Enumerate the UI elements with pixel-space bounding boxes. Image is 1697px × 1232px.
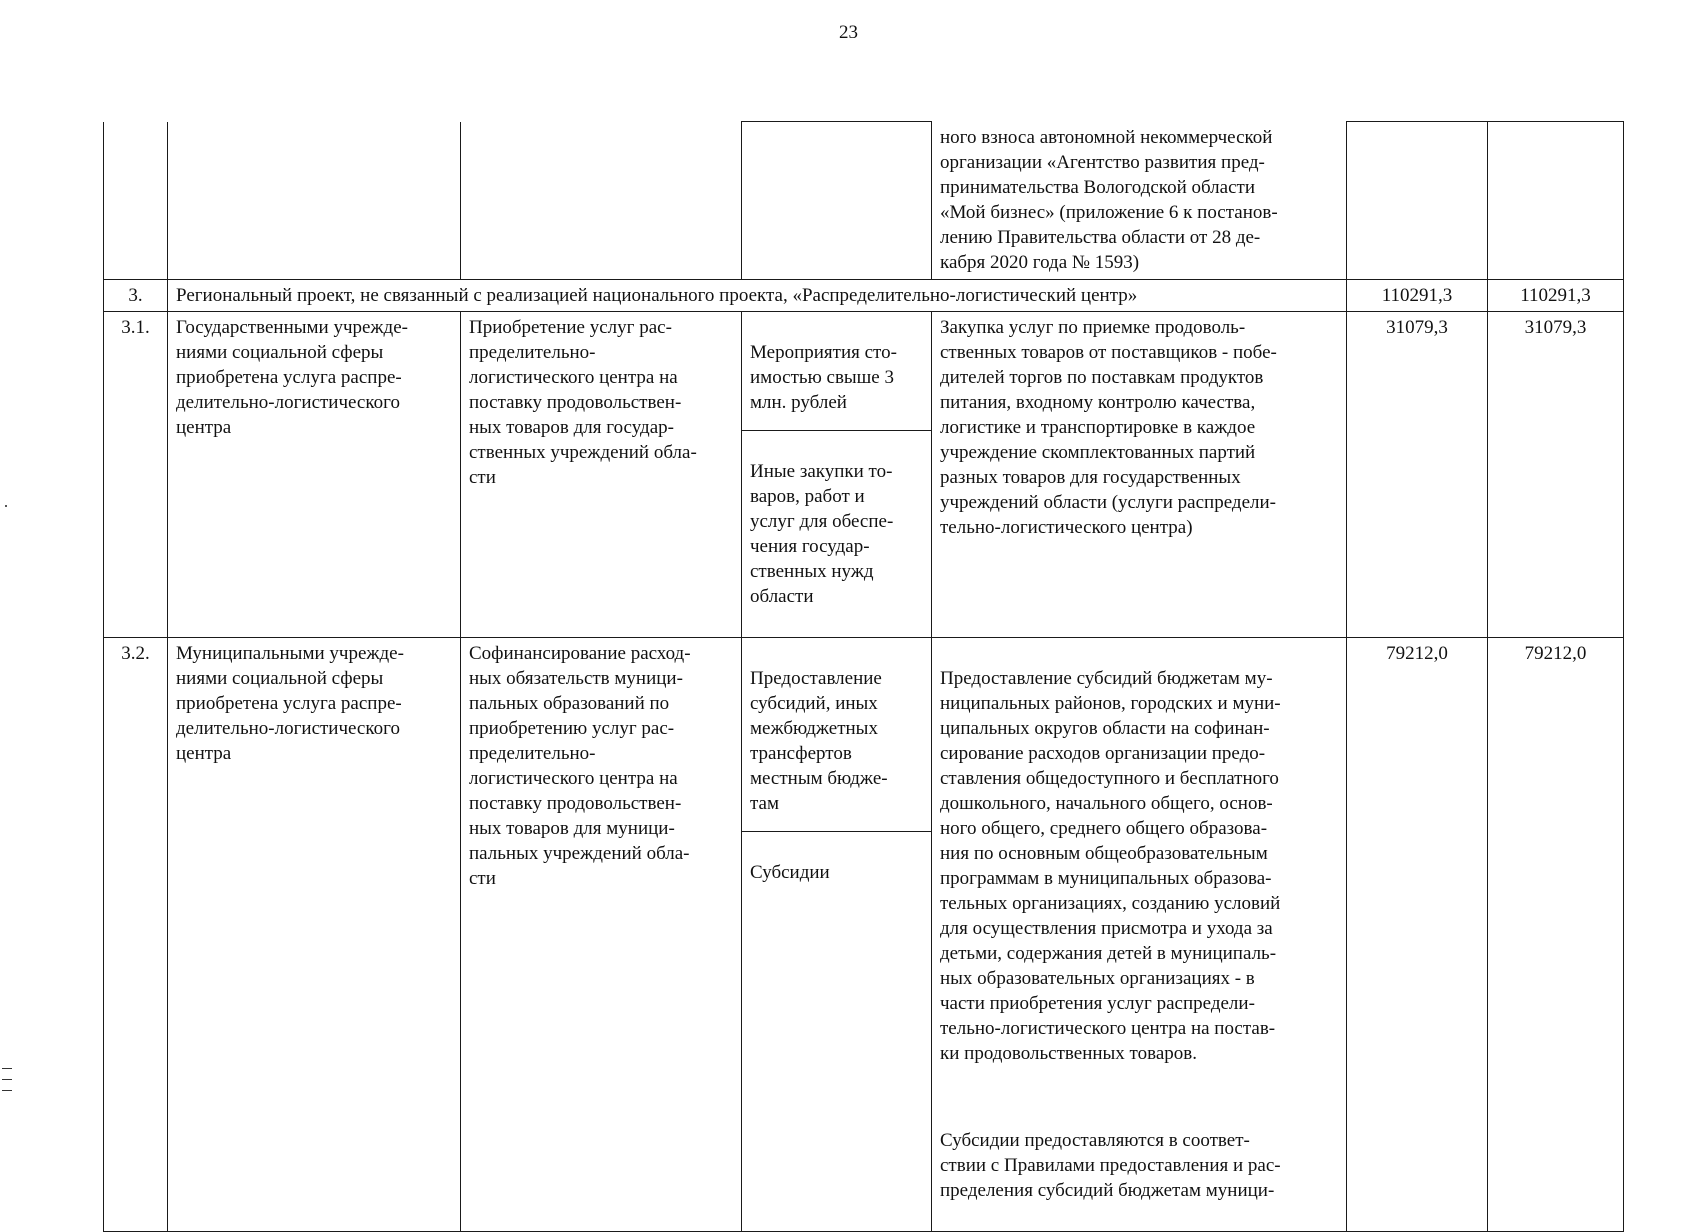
expense-type-cell	[742, 312, 932, 638]
description-paragraph-2: Субсидии предоставляются в соответ- ствии с Правилами предоставления и рас- пределения субсидий бюджетам муници-	[940, 1130, 1281, 1201]
amount-1: 79212,0	[1347, 638, 1488, 1232]
row-number: 3.	[104, 280, 168, 312]
row-number: 3.2.	[104, 638, 168, 1232]
row-number: 3.1.	[104, 312, 168, 638]
cont-cell-expense-type	[742, 122, 932, 280]
table-row-continuation	[104, 122, 1624, 280]
expense-type-primary: Мероприятия сто- имостью свыше 3 млн. рублей	[742, 337, 931, 431]
table-row-3	[104, 280, 1624, 312]
regional-project-title: Региональный проект, не связанный с реализацией национального проекта, «Распределительно-логистический центр»	[168, 280, 1347, 312]
amount-1: 110291,3	[1347, 280, 1488, 312]
table-row-3-1	[104, 312, 1624, 638]
budget-table	[103, 121, 1624, 1232]
description-cell: Закупка услуг по приемке продоволь- ственных товаров от поставщиков - побе- дителей торгов по поставкам продуктов питания, входному контролю качества, логистике и транспортировке в каждое учреждение скомплектованных партий разных товаров для государственных учреждений области (услуги распредели- тельно-логистического центра)	[932, 312, 1347, 638]
expense-type-cell	[742, 638, 932, 1232]
amount-2: 31079,3	[1488, 312, 1624, 638]
result-cell: Муниципальными учрежде- ниями социальной сферы приобретена услуга распре- делительно-логистического центра	[168, 638, 461, 1232]
cont-cell-amount-2	[1488, 122, 1624, 280]
scan-artifact-dot	[5, 505, 7, 507]
amount-1: 31079,3	[1347, 312, 1488, 638]
cont-cell-description: ного взноса автономной некоммерческой организации «Агентство развития пред- принимательства Вологодской области «Мой бизнес» (приложение 6 к постанов- лению Правительства области от 28 де- кабря 2020 года № 1593)	[932, 122, 1347, 280]
cont-cell-activity	[461, 122, 742, 280]
activity-cell: Приобретение услуг рас- пределительно- логистического центра на поставку продовольствен- ных товаров для государ- ственных учреждений обла- сти	[461, 312, 742, 638]
expense-type-primary: Предоставление субсидий, иных межбюджетных трансфертов местным бюдже- там	[742, 663, 931, 832]
cont-cell-result	[168, 122, 461, 280]
cont-cell-num	[104, 122, 168, 280]
cont-cell-amount-1	[1347, 122, 1488, 280]
page-number: 23	[839, 22, 858, 43]
expense-type-secondary: Субсидии	[750, 862, 830, 883]
description-paragraph-1: Предоставление субсидий бюджетам му- ниципальных районов, городских и муни- ципальных округов области на софинан- сирование расходов организации предо- ставления общедоступного и бесплатного дошкольного, начального общего, основ- ного общего, среднего общего образова- ния по основным общеобразовательным программам в муниципальных образова- тельных организациях, созданию условий для осуществления присмотра и ухода за детьми, содержания детей в муниципаль- ных образовательных организациях - в части приобретения услуг распредели- тельно-логистического центра на постав- ки продовольственных товаров.	[940, 668, 1281, 1064]
table-row-3-2	[104, 638, 1624, 1232]
amount-2: 110291,3	[1488, 280, 1624, 312]
activity-cell: Софинансирование расход- ных обязательств муници- пальных образований по приобретению услуг рас- пределительно- логистического центра на поставку продовольствен- ных товаров для муници- пальных учреждений обла- сти	[461, 638, 742, 1232]
description-cell	[932, 638, 1347, 1232]
amount-2: 79212,0	[1488, 638, 1624, 1232]
binding-marks	[2, 1068, 12, 1101]
expense-type-secondary: Иные закупки то- варов, работ и услуг для обеспе- чения государ- ственных нужд области	[750, 461, 894, 607]
result-cell: Государственными учрежде- ниями социальной сферы приобретена услуга распре- делительно-логистического центра	[168, 312, 461, 638]
